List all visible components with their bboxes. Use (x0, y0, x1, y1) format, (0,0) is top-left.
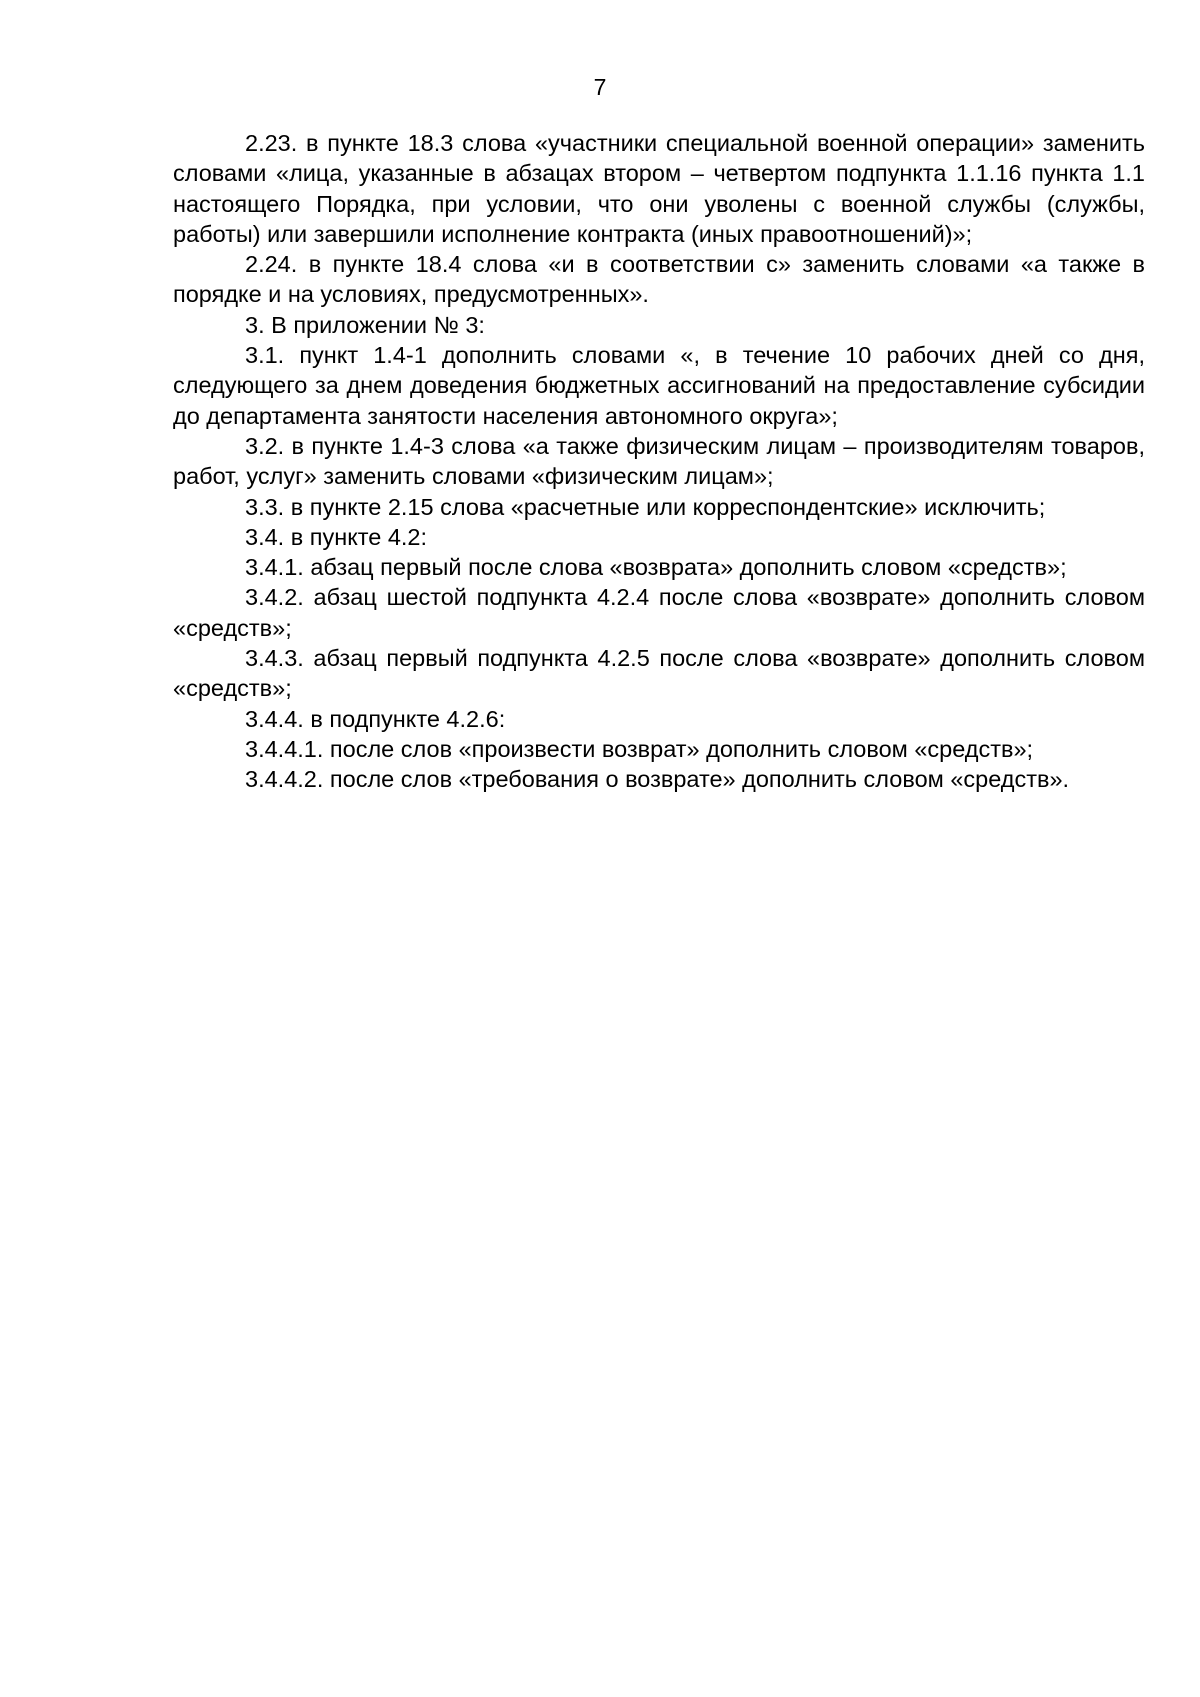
paragraph-3-2: 3.2. в пункте 1.4-3 слова «а также физическим лицам – производителям товаров, работ, услуг» заменить словами «физическим лицам»; (173, 432, 1145, 490)
page-number: 7 (593, 74, 607, 100)
paragraph-3-4-3: 3.4.3. абзац первый подпункта 4.2.5 после слова «возврате» дополнить словом «средств»; (173, 645, 1145, 702)
paragraph-3-4-4-2: 3.4.4.2. после слов «требования о возврате» дополнить словом «средств». (245, 766, 1070, 793)
paragraph-3-3: 3.3. в пункте 2.15 слова «расчетные или корреспондентские» исключить; (245, 493, 1046, 520)
paragraph-3: 3. В приложении № 3: (245, 311, 485, 338)
paragraph-3-4-4-1: 3.4.4.1. после слов «произвести возврат» дополнить словом «средств»; (245, 735, 1034, 762)
paragraph-3-4: 3.4. в пункте 4.2: (245, 523, 428, 550)
paragraph-3-4-2: 3.4.2. абзац шестой подпункта 4.2.4 после слова «возврате» дополнить словом «средств»; (173, 584, 1145, 641)
paragraph-3-4-1: 3.4.1. абзац первый после слова «возврата» дополнить словом «средств»; (245, 554, 1067, 581)
paragraph-3-4-4: 3.4.4. в подпункте 4.2.6: (245, 705, 506, 732)
paragraph-2-24: 2.24. в пункте 18.4 слова «и в соответствии с» заменить словами «а также в порядке и на условиях, предусмотренных». (173, 251, 1145, 308)
document-body (173, 128, 1145, 795)
paragraph-2-23: 2.23. в пункте 18.3 слова «участники специальной военной операции» заменить словами «лица, указанные в абзацах втором – четвертом подпункта 1.1.16 пункта 1.1 настоящего Порядка, при условии, что они уволены с военной службы (службы, работы) или завершили исполнение контракта (иных правоотношений)»; (173, 130, 1145, 247)
paragraph-3-1: 3.1. пункт 1.4-1 дополнить словами «, в течение 10 рабочих дней со дня, следующего за днем доведения бюджетных ассигнований на предоставление субсидии до департамента занятости населения автономного округа»; (173, 342, 1145, 429)
